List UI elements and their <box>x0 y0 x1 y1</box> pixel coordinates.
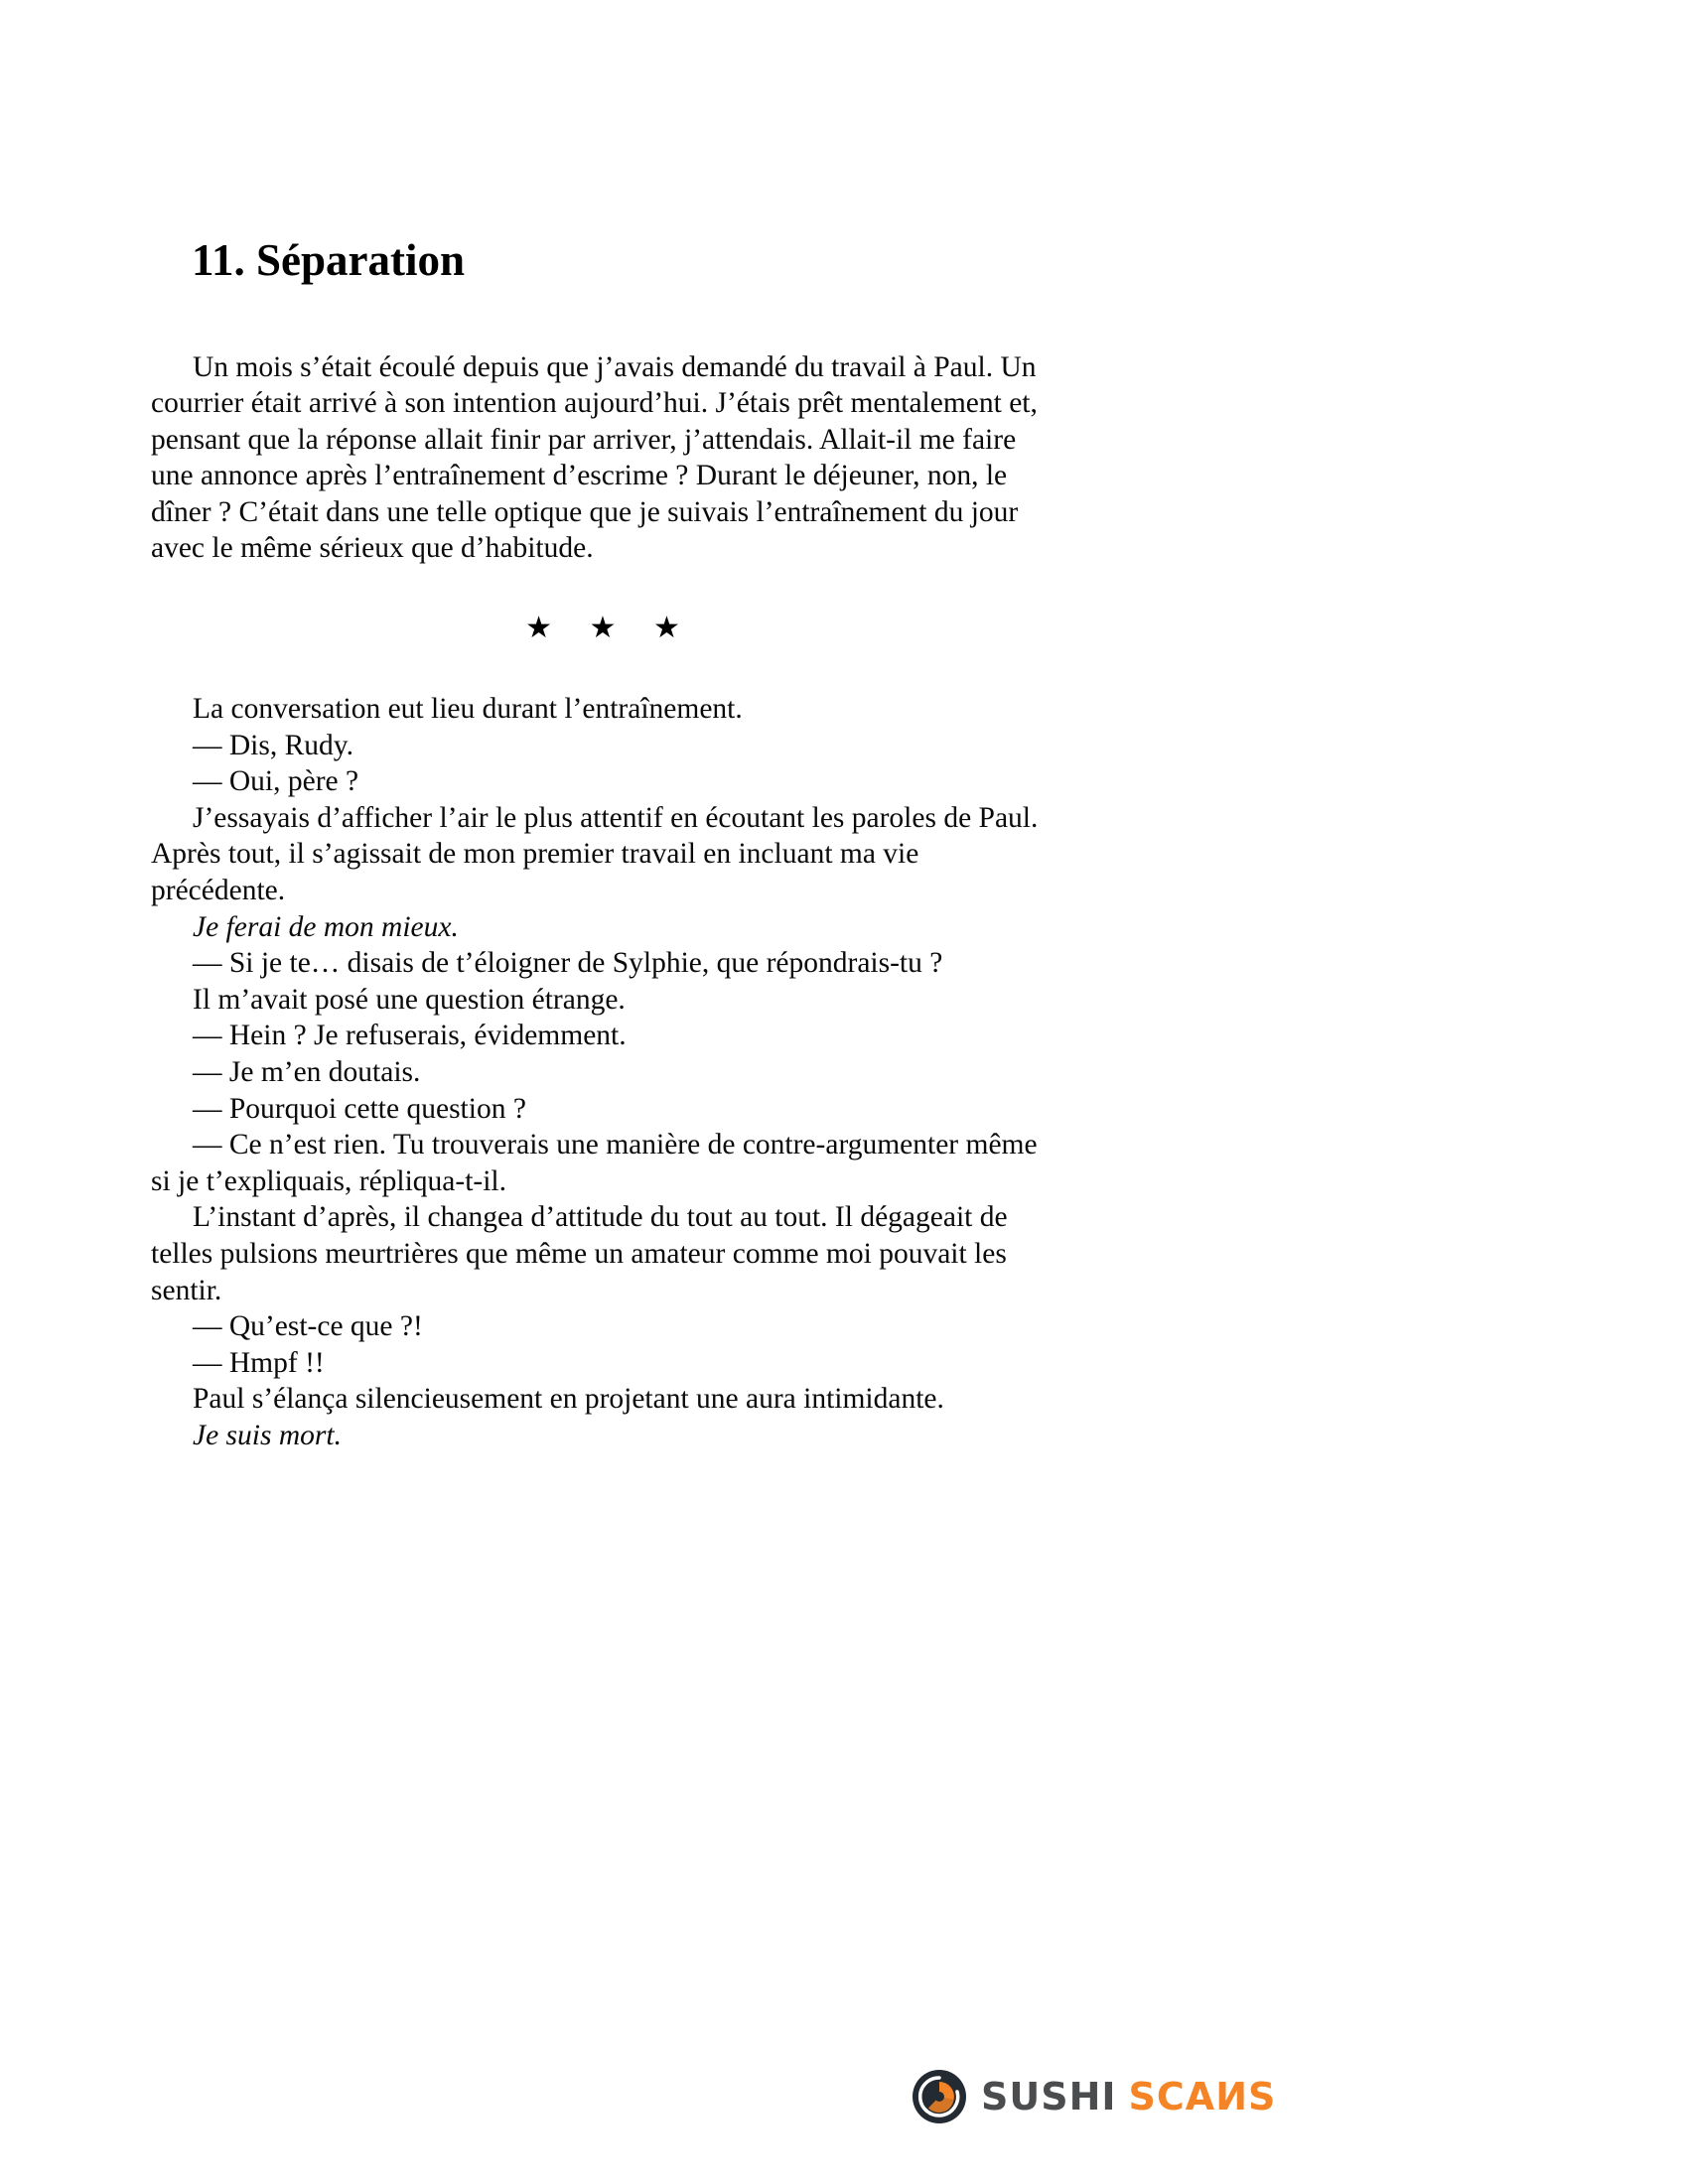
paragraph: — Ce n’est rien. Tu trouverais une manière de contre-argumenter même si je t’expliquais, répliqua-t-il. <box>151 1129 1038 1197</box>
paragraph: — Pourquoi cette question ? <box>193 1092 526 1125</box>
paragraph: Paul s’élança silencieusement en projetant une aura intimidante. <box>193 1383 944 1416</box>
paragraph: La conversation eut lieu durant l’entraînement. <box>193 693 743 726</box>
paragraph: — Je m’en doutais. <box>193 1056 421 1088</box>
scene-break-separator: ★ ★ ★ <box>525 612 680 645</box>
sushi-roll-icon <box>912 2069 967 2124</box>
paragraph: — Hein ? Je refuserais, évidemment. <box>193 1020 627 1052</box>
sushi-scans-logo <box>912 2069 1276 2124</box>
logo-text-sushi: SUSHI <box>981 2075 1117 2118</box>
paragraph: Je suis mort. <box>193 1419 342 1451</box>
paragraph: J’essayais d’afficher l’air le plus attentif en écoutant les paroles de Paul. Après tout, il s’agissait de mon premier travail en incluant ma vie précédente. <box>151 801 1039 907</box>
paragraph: — Si je te… disais de t’éloigner de Sylphie, que répondrais-tu ? <box>193 947 943 980</box>
chapter-content <box>151 236 1055 1454</box>
chapter-title: 11. Séparation <box>192 235 466 285</box>
paragraph: — Hmpf !! <box>193 1346 325 1379</box>
paragraph: — Qu’est-ce que ?! <box>193 1310 423 1343</box>
paragraph: L’instant d’après, il changea d’attitude du tout au tout. Il dégageait de telles pulsions meurtrières que même un amateur comme moi pouvait les sentir. <box>151 1201 1008 1306</box>
logo-text <box>981 2075 1276 2118</box>
paragraph: Je ferai de mon mieux. <box>193 910 459 943</box>
paragraph: Un mois s’était écoulé depuis que j’avais demandé du travail à Paul. Un courrier était arrivé à son intention aujourd’hui. J’étais prêt mentalement et, pensant que la réponse allait finir par arriver, j’attendais. Allait-il me faire une annonce après l’entraînement d’escrime ? Durant le déjeuner, non, le dîner ? C’était dans une telle optique que je suivais l’entraînement du jour avec le même sérieux que d’habitude. <box>151 350 1038 565</box>
paragraph: — Oui, père ? <box>193 765 359 798</box>
logo-text-scans: SCAИS <box>1128 2075 1277 2118</box>
paragraph: Il m’avait posé une question étrange. <box>193 983 626 1016</box>
chapter-body <box>151 349 1055 1454</box>
paragraph: — Dis, Rudy. <box>193 729 353 761</box>
